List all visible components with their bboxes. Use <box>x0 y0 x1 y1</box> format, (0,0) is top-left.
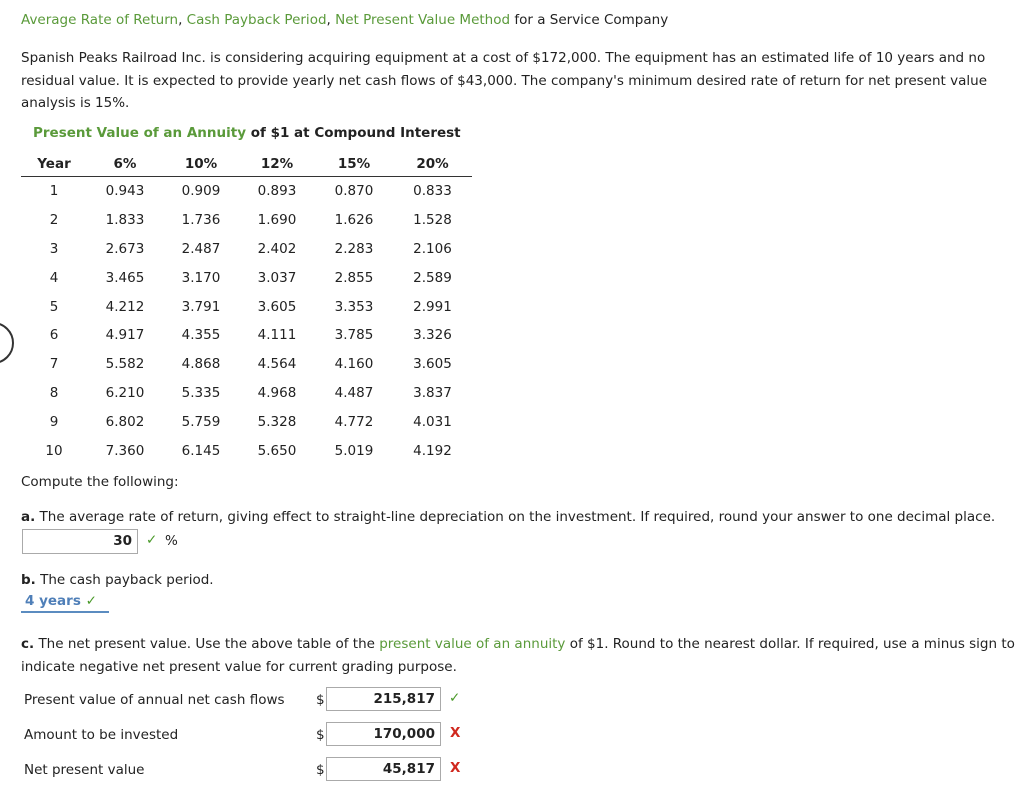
factor-cell: 2.589 <box>413 269 452 286</box>
npv-row-label: Net present value <box>24 762 145 778</box>
year-cell: 8 <box>49 384 59 401</box>
table-caption-rest: of $1 at Compound Interest <box>246 125 461 141</box>
column-header: 12% <box>239 152 315 177</box>
table-body <box>21 177 472 465</box>
factor-cell: 2.855 <box>334 269 374 286</box>
year-cell: 7 <box>49 356 59 373</box>
amount-invested-input[interactable]: 170,000 <box>326 722 441 746</box>
part-b-letter: b. <box>21 572 36 588</box>
compute-label: Compute the following: <box>21 474 179 490</box>
check-icon: ✓ <box>85 593 97 609</box>
factor-cell: 3.605 <box>413 356 452 373</box>
net-present-value-input[interactable]: 45,817 <box>326 757 441 781</box>
factor-cell: 2.106 <box>413 240 452 257</box>
factor-cell: 5.019 <box>334 442 374 459</box>
factor-cell: 2.487 <box>181 240 221 257</box>
part-b-question <box>21 572 214 588</box>
factor-cell: 6.802 <box>105 413 145 430</box>
factor-cell: 6.145 <box>181 442 221 459</box>
side-circle-marker <box>0 322 14 364</box>
factor-cell: 1.626 <box>334 212 374 229</box>
link-present-value-of-annuity[interactable]: present value of an annuity <box>379 636 566 652</box>
table-row <box>21 177 472 206</box>
currency-symbol: $ <box>316 762 325 778</box>
table-row <box>21 206 472 235</box>
table-row <box>21 407 472 436</box>
problem-title <box>21 12 668 28</box>
factor-cell: 4.917 <box>105 327 145 344</box>
factor-cell: 1.736 <box>181 212 221 229</box>
factor-cell: 4.160 <box>334 356 374 373</box>
currency-symbol: $ <box>316 727 325 743</box>
part-a-text: The average rate of return, giving effect to straight-line depreciation on the investment. If required, round your answer to one decimal place. <box>39 509 996 525</box>
title-suffix: for a Service Company <box>510 12 669 28</box>
table-row <box>21 436 472 465</box>
factor-cell: 1.690 <box>257 212 297 229</box>
factor-cell: 0.870 <box>334 183 374 200</box>
part-c-question <box>21 633 1017 678</box>
cross-icon: X <box>450 760 461 776</box>
factor-cell: 4.868 <box>181 356 221 373</box>
factor-cell: 4.487 <box>334 384 374 401</box>
factor-cell: 1.528 <box>413 212 452 229</box>
factor-cell: 4.212 <box>105 298 145 315</box>
factor-cell: 5.328 <box>257 413 297 430</box>
part-b-answer-field[interactable] <box>21 593 109 613</box>
factor-cell: 0.833 <box>413 183 452 200</box>
factor-cell: 2.283 <box>334 240 374 257</box>
column-header: Year <box>21 152 87 177</box>
table-row <box>21 350 472 379</box>
factor-cell: 3.037 <box>257 269 297 286</box>
column-header: 20% <box>393 152 472 177</box>
link-net-present-value-method[interactable]: Net Present Value Method <box>335 12 511 28</box>
year-cell: 1 <box>49 183 59 200</box>
factor-cell: 1.833 <box>105 212 145 229</box>
npv-row-label: Present value of annual net cash flows <box>24 692 285 708</box>
table-caption <box>33 125 461 141</box>
factor-cell: 0.909 <box>181 183 221 200</box>
part-a-answer-input[interactable]: 30 <box>22 529 138 554</box>
factor-cell: 3.605 <box>257 298 297 315</box>
table-row <box>21 379 472 408</box>
part-c-text-before: The net present value. Use the above table of the <box>38 636 380 652</box>
factor-cell: 0.893 <box>257 183 297 200</box>
factor-cell: 3.837 <box>413 384 452 401</box>
column-header: 6% <box>87 152 163 177</box>
factor-cell: 4.564 <box>257 356 297 373</box>
column-header: 15% <box>315 152 393 177</box>
table-row <box>21 263 472 292</box>
check-icon: ✓ <box>449 690 461 706</box>
check-icon: ✓ <box>146 532 158 548</box>
factor-cell: 0.943 <box>105 183 145 200</box>
column-header: 10% <box>163 152 239 177</box>
link-cash-payback-period[interactable]: Cash Payback Period <box>186 12 327 28</box>
cross-icon: X <box>450 725 461 741</box>
part-a-question <box>21 509 995 525</box>
factor-cell: 3.791 <box>181 298 221 315</box>
factor-cell: 3.785 <box>334 327 374 344</box>
percent-unit: % <box>165 533 178 549</box>
year-cell: 9 <box>49 413 59 430</box>
year-cell: 5 <box>49 298 59 315</box>
title-separator: , <box>326 12 336 28</box>
part-c-letter: c. <box>21 636 35 652</box>
title-separator: , <box>178 12 187 28</box>
factor-cell: 5.650 <box>257 442 297 459</box>
factor-cell: 2.991 <box>413 298 452 315</box>
factor-cell: 3.465 <box>105 269 145 286</box>
year-cell: 4 <box>49 269 59 286</box>
part-b-text: The cash payback period. <box>40 572 214 588</box>
part-a-letter: a. <box>21 509 36 525</box>
factor-cell: 3.326 <box>413 327 452 344</box>
link-present-value-annuity[interactable]: Present Value of an Annuity <box>33 125 247 141</box>
factor-cell: 4.772 <box>334 413 374 430</box>
present-value-table <box>21 152 472 465</box>
factor-cell: 4.968 <box>257 384 297 401</box>
factor-cell: 5.759 <box>181 413 221 430</box>
problem-intro: Spanish Peaks Railroad Inc. is considering acquiring equipment at a cost of $172,000. The equipment has an estimated life of 10 years and no residual value. It is expected to provide yearly net cash flows of $43,000. The company's minimum desired rate of return for net present value analysis is 15%. <box>21 50 988 111</box>
part-b-answer: 4 years <box>25 593 81 609</box>
npv-row-label: Amount to be invested <box>24 727 179 743</box>
factor-cell: 4.192 <box>413 442 452 459</box>
year-cell: 10 <box>45 442 63 459</box>
table-row <box>21 321 472 350</box>
table-row <box>21 292 472 321</box>
part-c-text-after: of $1. Round to the nearest dollar. If required, use a minus sign to indicate negative net present value for current grading purpose. <box>21 636 1015 675</box>
factor-cell: 2.673 <box>105 240 145 257</box>
year-cell: 3 <box>49 240 59 257</box>
currency-symbol: $ <box>316 692 325 708</box>
factor-cell: 5.582 <box>105 356 145 373</box>
year-cell: 2 <box>49 212 59 229</box>
factor-cell: 2.402 <box>257 240 297 257</box>
factor-cell: 5.335 <box>181 384 221 401</box>
factor-cell: 7.360 <box>105 442 145 459</box>
factor-cell: 4.111 <box>257 327 297 344</box>
table-row <box>21 235 472 264</box>
factor-cell: 4.031 <box>413 413 452 430</box>
factor-cell: 3.170 <box>181 269 221 286</box>
factor-cell: 3.353 <box>334 298 374 315</box>
present-value-input[interactable]: 215,817 <box>326 687 441 711</box>
link-average-rate-of-return[interactable]: Average Rate of Return <box>21 12 179 28</box>
factor-cell: 4.355 <box>181 327 221 344</box>
year-cell: 6 <box>49 327 59 344</box>
factor-cell: 6.210 <box>105 384 145 401</box>
table-header-row <box>21 152 472 177</box>
